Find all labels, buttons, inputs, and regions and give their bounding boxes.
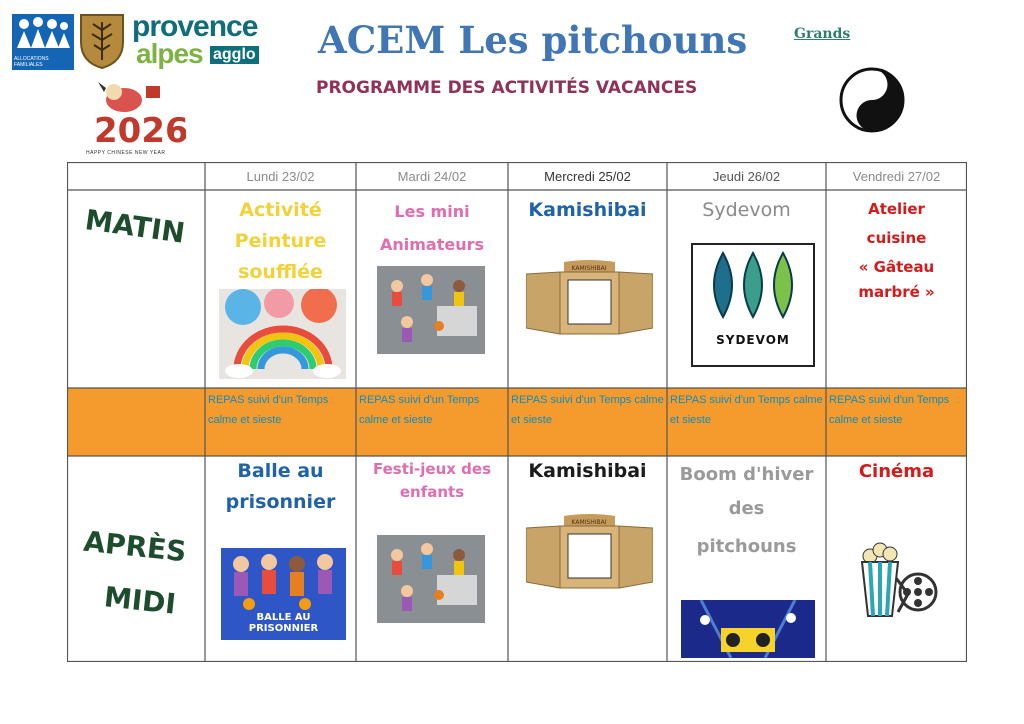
activity-line: Animateurs xyxy=(379,235,485,254)
activity-line: soufflée xyxy=(238,261,323,283)
kids-icon xyxy=(221,548,346,616)
children-playing-image xyxy=(377,266,485,354)
chinese-new-year-logo xyxy=(84,80,186,160)
activity-monday-morning xyxy=(205,195,356,288)
popcorn-film-icon xyxy=(858,538,940,620)
activity-wednesday-afternoon: Kamishibai xyxy=(528,460,647,482)
row-label-morning: MATIN xyxy=(83,203,187,250)
activity-line: cuisine xyxy=(866,229,927,247)
horse-icon xyxy=(84,80,186,148)
activity-wednesday-morning: Kamishibai xyxy=(528,199,647,221)
activity-monday-afternoon xyxy=(205,456,356,518)
activity-line: prisonnier xyxy=(225,491,336,513)
lunch-tuesday: REPAS suivi d'un Temps calme et sieste xyxy=(359,394,480,426)
activity-tuesday-morning xyxy=(356,195,508,261)
sydevom-logo xyxy=(691,243,815,367)
activity-line: pitchouns xyxy=(696,536,797,557)
party-image xyxy=(681,600,815,658)
agglo-name-alpes: alpes xyxy=(136,38,203,69)
leaves-icon xyxy=(693,245,813,325)
yin-yang-icon xyxy=(838,66,906,134)
activity-line: marbré » xyxy=(858,283,935,301)
activity-line: des xyxy=(728,498,765,519)
day-header-monday: Lundi 23/02 xyxy=(246,169,315,184)
lunch-wednesday: REPAS suivi d'un Temps calme et sieste xyxy=(511,394,664,426)
caf-logo-text: ALLOCATIONS FAMILIALES xyxy=(14,56,49,68)
group-label: Grands xyxy=(794,26,851,42)
sydevom-logo-text: SYDEVOM xyxy=(716,333,790,347)
agglo-name-provence: provence xyxy=(132,10,258,43)
activity-line: Boom d'hiver xyxy=(679,464,814,485)
page-subtitle: PROGRAMME DES ACTIVITÉS VACANCES xyxy=(316,78,698,98)
activity-line: Balle au xyxy=(237,460,324,482)
day-header-tuesday: Mardi 24/02 xyxy=(397,169,467,184)
caf-logo xyxy=(12,14,74,70)
activity-line: Activité xyxy=(239,199,322,221)
day-header-friday: Vendredi 27/02 xyxy=(852,169,941,184)
activity-line: « Gâteau xyxy=(858,258,935,276)
dodgeball-image-text: BALLE AU PRISONNIER xyxy=(248,612,319,634)
paint-rainbow-image xyxy=(219,289,346,379)
activity-friday-morning xyxy=(826,195,967,307)
dodgeball-image xyxy=(221,548,346,640)
kamishibai-theater-image xyxy=(526,512,653,594)
row-label-afternoon-1: APRÈS xyxy=(82,524,188,569)
activity-tuesday-afternoon xyxy=(356,458,508,504)
agglo-badge: agglo xyxy=(210,46,259,64)
kamishibai-sign: KAMISHIBAI xyxy=(571,265,607,272)
day-header-thursday: Jeudi 26/02 xyxy=(712,169,781,184)
activity-line: enfants xyxy=(399,483,465,501)
cny-year: 2026 xyxy=(94,111,186,148)
lunch-thursday: REPAS suivi d'un Temps calme et sieste xyxy=(670,394,823,426)
kamishibai-theater-image xyxy=(526,258,653,340)
activity-line: Festi-jeux des xyxy=(372,460,491,478)
cny-caption: HAPPY CHINESE NEW YEAR xyxy=(86,150,166,156)
lunch-friday: REPAS suivi d'un Temps calme et sieste xyxy=(829,394,950,426)
crest-icon xyxy=(78,12,126,70)
kamishibai-sign: KAMISHIBAI xyxy=(571,519,607,526)
caf-figures-icon xyxy=(12,14,74,54)
page-title: ACEM Les pitchouns xyxy=(318,18,748,62)
activity-friday-afternoon: Cinéma xyxy=(858,461,935,482)
day-header-wednesday: Mercredi 25/02 xyxy=(544,169,631,184)
activity-thursday-afternoon xyxy=(667,458,826,564)
activity-line: Peinture xyxy=(234,230,327,252)
activity-line: Atelier xyxy=(868,200,925,218)
activity-line: Les mini xyxy=(394,202,470,221)
activity-thursday-morning: Sydevom xyxy=(702,199,791,221)
children-games-image xyxy=(377,535,485,623)
lunch-monday: REPAS suivi d'un Temps calme et sieste xyxy=(208,394,329,426)
row-label-afternoon-2: MIDI xyxy=(102,580,178,621)
